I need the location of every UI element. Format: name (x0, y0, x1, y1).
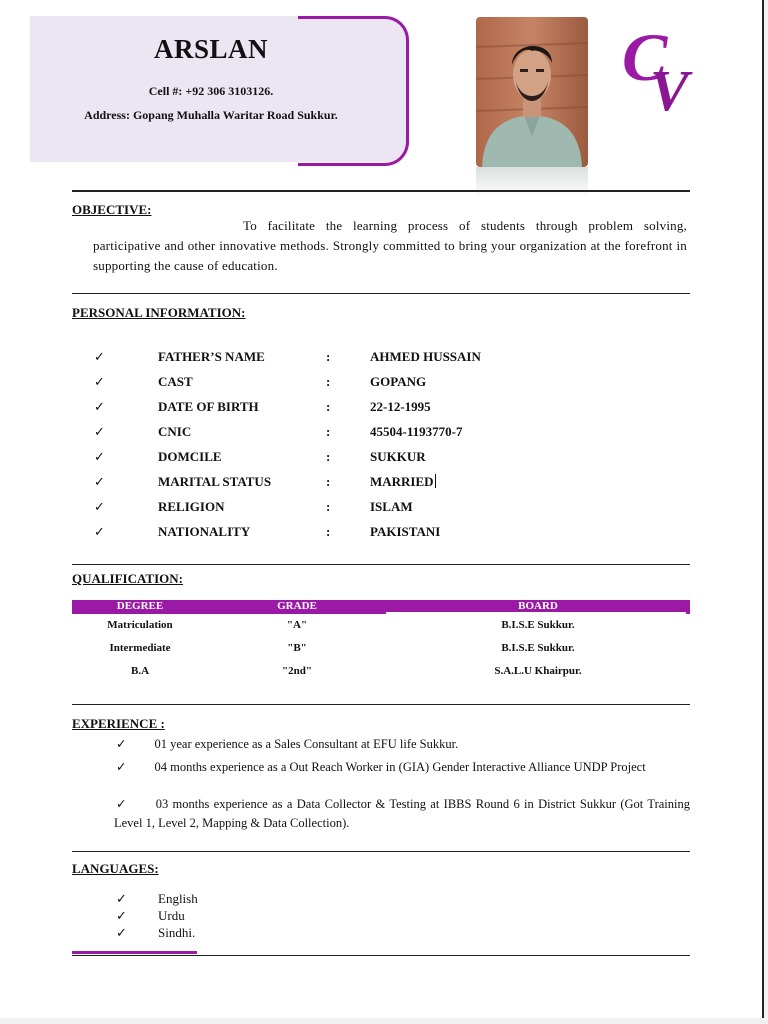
colon: : (326, 349, 331, 364)
check-icon: ✓ (116, 737, 127, 751)
colon: : (326, 399, 331, 414)
profile-photo (476, 17, 588, 167)
check-icon: ✓ (94, 374, 105, 389)
table-cell: B.I.S.E Sukkur. (501, 642, 575, 654)
header-bar-line (386, 612, 686, 614)
divider (72, 293, 690, 294)
experience-heading: EXPERIENCE : (72, 716, 165, 731)
personal-label: CNIC (158, 424, 192, 439)
personal-value: SUKKUR (370, 449, 426, 464)
cell-number: Cell #: +92 306 3103126. (148, 84, 274, 98)
table-cell: "A" (286, 619, 308, 631)
divider (72, 564, 690, 565)
resume-page: ARSLAN Cell #: +92 306 3103126. Address: Gopang Muhalla Waritar Road Sukkur. C V OBJECTIVE: To facilitate the learning process of students through problem solving, participative and other innovative methods. Strongly committed to bring your organization at the forefront in supporting the cause of education. PERSONAL INFORMATION: ✓ FATHER’S NAME : AHMED HUSSAIN ✓ CAST : GOPANG ✓ DATE OF BIRTH : 22-12-1995 ✓ CNIC : 45504-1193770-7 ✓ DOMCILE : SUKKUR ✓ MARITAL STATUS : MARRIED ✓ RELIGION : ISLAM ✓ NATIONALITY : PAKISTANI QUALIFICATION: DEGREE GRADE BOARD Matriculation "A" B.I.S.E Sukkur. Intermediate "B" B.I.S.E Sukkur. B.A "2nd" S.A.L.U Khairpur. EXPERIENCE : ✓ 01 year experience as a Sales Consultant at EFU life Sukkur. ✓ 04 months experience as a Out Reach Worker in (GIA) Gender Interactive Alliance UNDP Project ✓ 03 months experience as a Data Collector & Testing at IBBS Round 6 in District Sukkur (Got Training Level 1, Level 2, Mapping & Data Collection). LANGUAGES: ✓ English ✓ Urdu ✓ Sindhi. (0, 0, 764, 1018)
personal-label: RELIGION (158, 499, 225, 514)
table-cell: "B" (287, 642, 307, 654)
svg-text:V: V (650, 58, 689, 118)
personal-label: DATE OF BIRTH (158, 399, 259, 414)
colon: : (326, 499, 331, 514)
check-icon: ✓ (116, 760, 127, 774)
personal-value: ISLAM (370, 499, 413, 514)
colon: : (326, 449, 331, 464)
personal-label: FATHER’S NAME (158, 349, 265, 364)
experience-item: ✓ 04 months experience as a Out Reach Worker in (GIA) Gender Interactive Alliance UNDP Project (116, 760, 646, 774)
candidate-name: ARSLAN (153, 34, 269, 64)
check-icon: ✓ (116, 925, 127, 940)
photo-reflection (476, 167, 588, 197)
divider (72, 851, 690, 852)
svg-text:C: C (622, 19, 668, 95)
experience-item: ✓ 03 months experience as a Data Collector & Testing at IBBS Round 6 in District Sukkur (Got Training Level 1, Level 2, Mapping & Data Collection). (114, 797, 690, 830)
table-cell: B.I.S.E Sukkur. (501, 619, 575, 631)
divider (72, 704, 690, 705)
footer-rule (72, 955, 690, 956)
table-cell: "2nd" (282, 665, 312, 677)
check-icon: ✓ (116, 797, 128, 811)
col-grade: GRADE (277, 600, 317, 612)
qualification-heading: QUALIFICATION: (72, 571, 183, 586)
experience-item: ✓ 01 year experience as a Sales Consultant at EFU life Sukkur. (116, 737, 459, 751)
check-icon: ✓ (94, 449, 105, 464)
colon: : (326, 424, 331, 439)
personal-value: PAKISTANI (370, 524, 441, 539)
col-board: BOARD (518, 600, 558, 612)
personal-label: CAST (158, 374, 193, 389)
colon: : (326, 524, 331, 539)
text-cursor (435, 474, 436, 488)
languages-heading: LANGUAGES: (72, 861, 159, 876)
colon: : (326, 374, 331, 389)
divider (72, 190, 690, 192)
table-cell: Intermediate (109, 642, 171, 654)
check-icon: ✓ (94, 399, 105, 414)
personal-info-heading: PERSONAL INFORMATION: (72, 305, 246, 320)
cv-logo (620, 18, 704, 118)
check-icon: ✓ (94, 424, 105, 439)
check-icon: ✓ (94, 474, 105, 489)
check-icon: ✓ (94, 349, 105, 364)
personal-value: 45504-1193770-7 (370, 424, 463, 439)
table-cell: S.A.L.U Khairpur. (494, 665, 582, 677)
check-icon: ✓ (116, 908, 127, 923)
check-icon: ✓ (116, 891, 127, 906)
personal-value: GOPANG (370, 374, 427, 389)
check-icon: ✓ (94, 524, 105, 539)
personal-label: DOMCILE (158, 449, 222, 464)
col-degree: DEGREE (116, 600, 164, 612)
table-cell: Matriculation (107, 619, 173, 631)
personal-value: MARRIED (370, 474, 434, 489)
personal-value-editable[interactable] (370, 474, 436, 490)
objective-text: To facilitate the learning process of students through problem solving, participative and other innovative methods. Strongly committed to bring your organization at the forefront in supporting the cause of education. (93, 218, 687, 273)
colon: : (326, 474, 331, 489)
table-cell: B.A (130, 665, 150, 677)
personal-label: MARITAL STATUS (158, 474, 272, 489)
personal-label: NATIONALITY (158, 524, 251, 539)
footer-accent (72, 951, 197, 954)
address: Address: Gopang Muhalla Waritar Road Sukkur. (84, 108, 338, 122)
check-icon: ✓ (94, 499, 105, 514)
personal-value: 22-12-1995 (370, 399, 431, 414)
personal-value: AHMED HUSSAIN (370, 349, 481, 364)
objective-heading: OBJECTIVE: (72, 202, 152, 217)
